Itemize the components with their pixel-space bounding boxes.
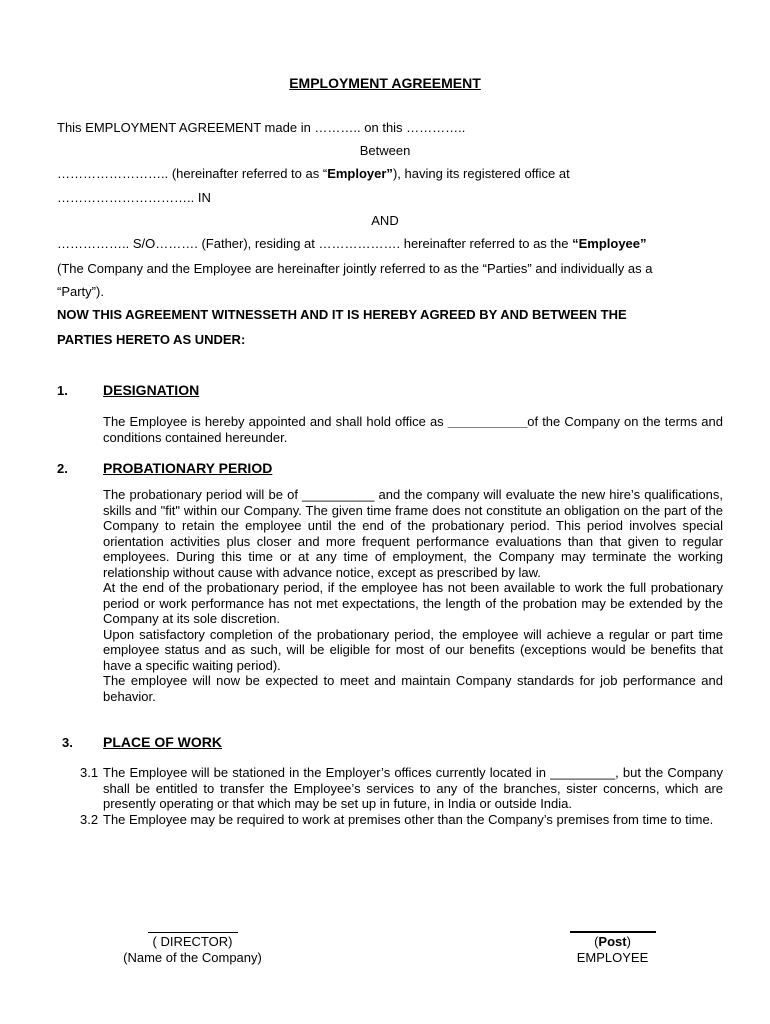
witness-line-1: NOW THIS AGREEMENT WITNESSETH AND IT IS HEREBY AGREED BY AND BETWEEN THE	[57, 307, 627, 322]
designation-suffix: of the Company on the terms and conditions contained hereunder.	[103, 414, 723, 445]
post-text: Post	[598, 934, 627, 949]
section-1-text	[103, 414, 723, 445]
designation-prefix: The Employee is hereby appointed and shall hold office as	[103, 414, 448, 429]
item-text: The Employee may be required to work at premises other than the Company’s premises from time to time.	[103, 811, 714, 827]
employee-blank: …………….. S/O………. (Father), residing at ………………. hereinafter referred to as the	[57, 236, 573, 251]
director-signature-line	[148, 920, 238, 933]
director-signature-block	[105, 920, 280, 965]
section-1-heading: DESIGNATION	[103, 382, 200, 398]
employee-label: “Employee”	[572, 236, 647, 251]
employer-blank: …………………….. (hereinafter referred to as “	[57, 166, 328, 181]
section-3-heading: PLACE OF WORK	[103, 734, 222, 750]
witness-line-2: PARTIES HERETO AS UNDER:	[57, 332, 246, 347]
intro-line-2	[57, 166, 570, 181]
employee-signature-block	[560, 920, 665, 965]
post-open-paren: (	[594, 934, 599, 949]
section-3-number: 3.	[62, 735, 73, 750]
item-text: The Employee will be stationed in the Employer’s offices currently located in _________, but the Company shall be entitled to transfer the Employee’s services to any of the branches, sister concerns, which are presently operating or that which may be set up in future, in India or outside India.	[103, 765, 723, 811]
section-2-number: 2.	[57, 461, 68, 476]
list-item	[80, 812, 723, 828]
section-2-body	[103, 487, 723, 704]
section-2-heading: PROBATIONARY PERIOD	[103, 460, 273, 476]
item-number: 3.1	[80, 765, 99, 780]
intro-line-5: (The Company and the Employee are hereinafter jointly referred to as the “Parties” and individually as a	[57, 261, 653, 276]
document-title: EMPLOYMENT AGREEMENT	[289, 75, 481, 91]
employee-label-sig: EMPLOYEE	[576, 949, 649, 965]
intro-line-6: “Party”).	[57, 284, 104, 299]
list-item	[80, 765, 723, 812]
intro-line-1: This EMPLOYMENT AGREEMENT made in ……….. on this …………..	[57, 120, 466, 135]
between-label: Between	[359, 143, 411, 158]
employee-signature-line	[570, 920, 656, 933]
probation-paragraph-4: The employee will now be expected to meet and maintain Company standards for job performance and behavior.	[103, 673, 723, 704]
post-close-paren: )	[626, 934, 631, 949]
probation-paragraph-2: At the end of the probationary period, if the employee has not been available to work the full probationary period or work performance has not met expectations, the length of the probation may be extended by the Company at its sole discretion.	[103, 580, 723, 626]
post-label	[560, 934, 665, 950]
intro-line-4	[57, 236, 647, 251]
intro-line-3: ………………………….. IN	[57, 190, 211, 205]
designation-blank: ___________	[447, 414, 528, 429]
place-of-work-list	[80, 765, 723, 827]
employer-suffix: ), having its registered office at	[392, 166, 570, 181]
and-label: AND	[371, 213, 399, 228]
probation-paragraph-3: Upon satisfactory completion of the probationary period, the employee will achieve a regular or part time employee status and as such, will be eligible for most of our benefits (exceptions would be benefits that have a specific waiting period).	[103, 626, 723, 673]
probation-paragraph-1: The probationary period will be of __________ and the company will evaluate the new hire’s qualifications, skills and "fit" within our Company. The given time frame does not constitute an obligation on the part of the Company to retain the employee until the end of the probationary period. This period involves special orientation activities plus closer and more frequent performance evaluations than that given to regular employees. During this time or at any time of employment, the Company may terminate the working relationship without cause with advance notice, except as prescribed by law.	[103, 487, 723, 580]
director-label: ( DIRECTOR)	[152, 934, 233, 949]
company-name-label: (Name of the Company)	[123, 949, 262, 965]
item-number: 3.2	[80, 811, 99, 827]
employer-label: Employer”	[327, 166, 393, 181]
section-1-number: 1.	[57, 383, 68, 398]
